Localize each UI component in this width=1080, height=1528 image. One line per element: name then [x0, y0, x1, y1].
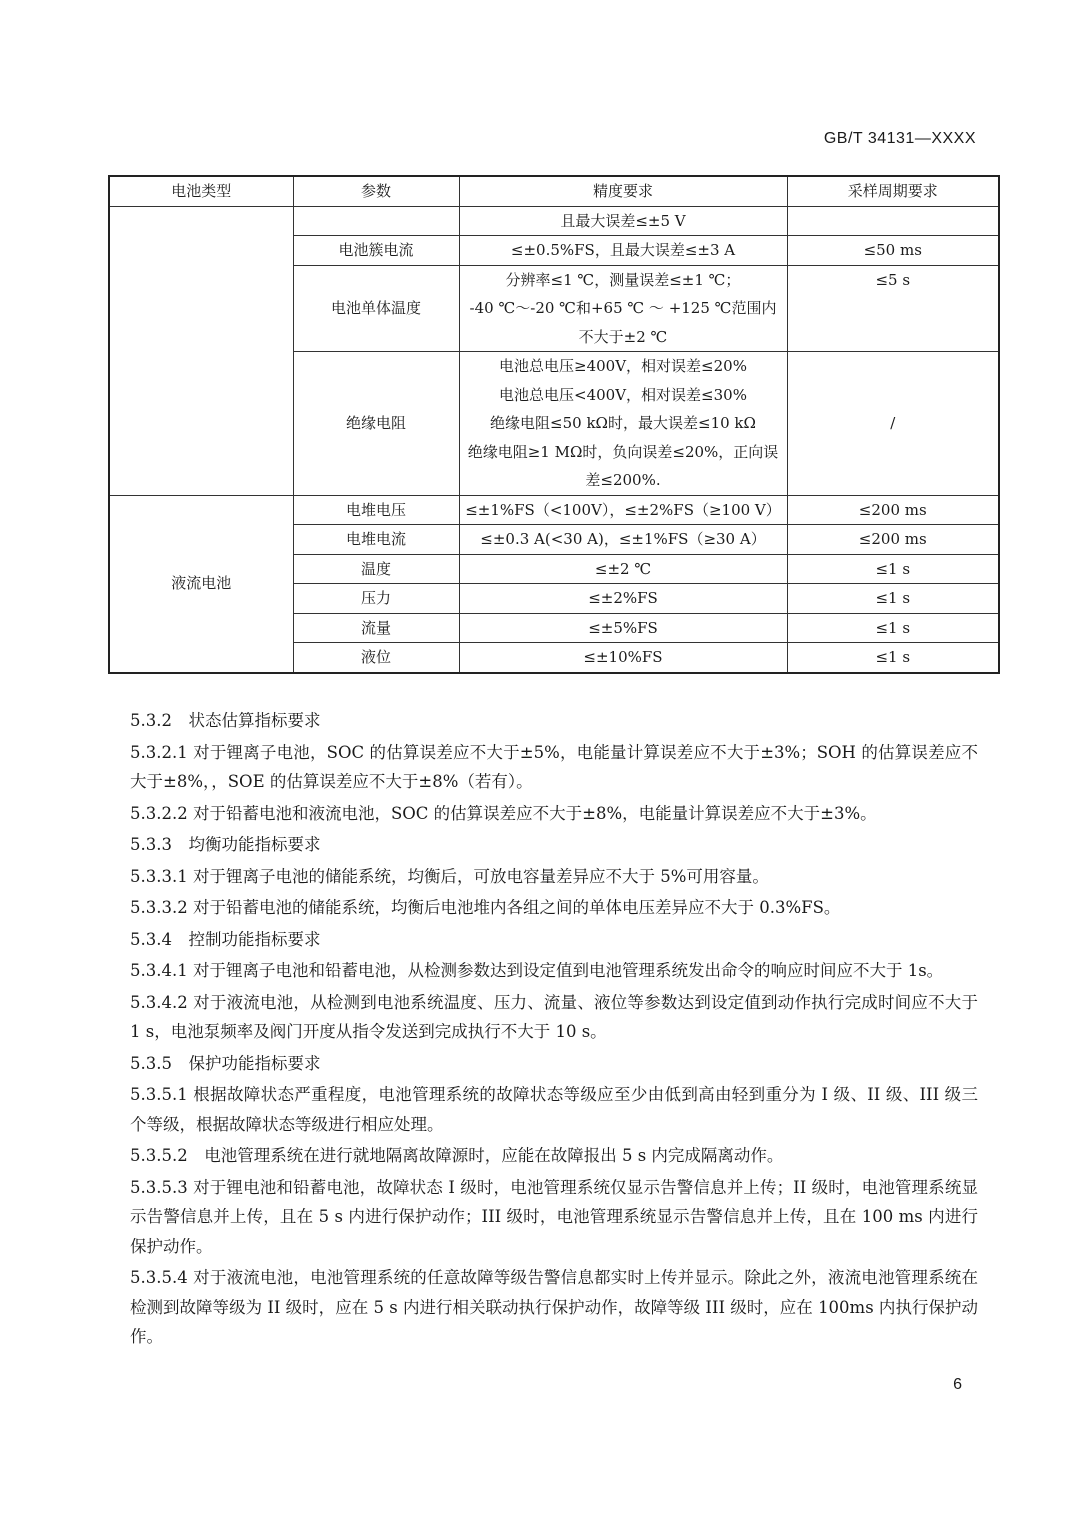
precision-cell: ≤±0.5%FS，且最大误差≤±3 A [459, 236, 787, 266]
clause-paragraph: 5.3.4.1 对于锂离子电池和铅蓄电池，从检测参数达到设定值到电池管理系统发出命令的响应时间应不大于 1s。 [130, 961, 944, 980]
param-cell: 电堆电压 [293, 495, 459, 525]
precision-cell: ≤±5%FS [459, 613, 787, 643]
header-battery-type: 电池类型 [109, 176, 293, 206]
precision-cell: 且最大误差≤±5 V [459, 206, 787, 236]
clause-paragraph: 5.3.2.1 对于锂离子电池，SOC 的估算误差应不大于±5%，电能量计算误差应不大于±3%；SOH 的估算误差应不大于±8%，，SOE 的估算误差应不大于±8%（若有）。 [130, 742, 978, 791]
period-cell: ≤200 ms [787, 525, 999, 555]
clause-paragraph: 5.3.5.2 电池管理系统在进行就地隔离故障源时，应能在故障报出 5 s 内完成隔离动作。 [130, 1146, 784, 1165]
param-cell: 液位 [293, 643, 459, 673]
param-cell: 流量 [293, 613, 459, 643]
precision-cell: ≤±2%FS [459, 584, 787, 614]
section-heading: 5.3.4 控制功能指标要求 [130, 929, 321, 949]
precision-cell: 分辨率≤1 ℃，测量误差≤±1 ℃； -40 ℃～-20 ℃和+65 ℃ ～ +125 ℃范围内 不大于±2 ℃ [459, 265, 787, 352]
header-precision: 精度要求 [459, 176, 787, 206]
spec-table [108, 175, 1000, 674]
header-sampling-period: 采样周期要求 [787, 176, 999, 206]
section-heading: 5.3.3 均衡功能指标要求 [130, 835, 321, 854]
param-cell: 电池单体温度 [293, 265, 459, 352]
period-cell: ≤50 ms [787, 236, 999, 266]
precision-cell: ≤±0.3 A(<30 A)，≤±1%FS（≥30 A） [459, 525, 787, 555]
param-cell: 电堆电流 [293, 525, 459, 555]
precision-cell: ≤±10%FS [459, 643, 787, 673]
param-cell: 温度 [293, 554, 459, 584]
battery-type-cell [109, 206, 293, 495]
table-row [109, 495, 999, 525]
param-cell: 压力 [293, 584, 459, 614]
clause-paragraph: 5.3.2.2 对于铅蓄电池和液流电池，SOC 的估算误差应不大于±8%，电能量计算误差应不大于±3%。 [130, 803, 877, 823]
period-cell: ≤200 ms [787, 495, 999, 525]
clause-paragraph: 5.3.5.1 根据故障状态严重程度，电池管理系统的故障状态等级应至少由低到高由轻到重分为 I 级、II 级、III 级三个等级，根据故障状态等级进行相应处理。 [130, 1085, 978, 1134]
clause-paragraph: 5.3.3.1 对于锂离子电池的储能系统，均衡后，可放电容量差异应不大于 5%可用容量。 [130, 866, 769, 886]
section-heading: 5.3.5 保护功能指标要求 [130, 1053, 321, 1073]
standard-code: GB/T 34131—XXXX [823, 130, 976, 147]
param-cell: 电池簇电流 [293, 236, 459, 266]
clause-paragraph: 5.3.3.2 对于铅蓄电池的储能系统，均衡后电池堆内各组之间的单体电压差异应不大于 0.3%FS。 [130, 898, 841, 917]
clause-paragraph: 5.3.4.2 对于液流电池，从检测到电池系统温度、压力、流量、液位等参数达到设定值到动作执行完成时间应不大于 1 s，电池泵频率及阀门开度从指令发送到完成执行不大于 10 s。 [130, 992, 978, 1041]
param-cell [293, 206, 459, 236]
period-cell: ≤1 s [787, 554, 999, 584]
period-cell [787, 206, 999, 236]
precision-cell: 电池总电压≥400V，相对误差≤20% 电池总电压<400V，相对误差≤30% 绝缘电阻≤50 kΩ时，最大误差≤10 kΩ 绝缘电阻≥1 MΩ时，负向误差≤20%，正向误 差≤200%. [459, 352, 787, 496]
period-cell: ≤5 s [787, 265, 999, 352]
body-text [130, 706, 978, 1354]
clause-paragraph: 5.3.5.3 对于锂电池和铅蓄电池，故障状态 I 级时，电池管理系统仅显示告警信息并上传；II 级时，电池管理系统显示告警信息并上传，且在 5 s 内进行保护动作；III 级时，电池管理系统显示告警信息并上传，且在 100 ms 内进行保护动作。 [130, 1177, 978, 1256]
header-parameter: 参数 [293, 176, 459, 206]
table-row [109, 206, 999, 236]
period-cell: ≤1 s [787, 584, 999, 614]
precision-cell: ≤±2 ℃ [459, 554, 787, 584]
table-header-row [109, 176, 999, 206]
period-cell: ≤1 s [787, 613, 999, 643]
param-cell: 绝缘电阻 [293, 352, 459, 496]
section-heading: 5.3.2 状态估算指标要求 [130, 711, 321, 730]
clause-paragraph: 5.3.5.4 对于液流电池，电池管理系统的任意故障等级告警信息都实时上传并显示。除此之外，液流电池管理系统在检测到故障等级为 II 级时，应在 5 s 内进行相关联动执行保护动作，故障等级 III 级时，应在 100ms 内执行保护动作。 [130, 1268, 978, 1346]
period-cell: ≤1 s [787, 643, 999, 673]
battery-type-cell: 液流电池 [109, 495, 293, 673]
period-cell: / [787, 352, 999, 496]
precision-cell: ≤±1%FS（<100V），≤±2%FS（≥100 V） [459, 495, 787, 525]
page-number: 6 [953, 1376, 962, 1393]
